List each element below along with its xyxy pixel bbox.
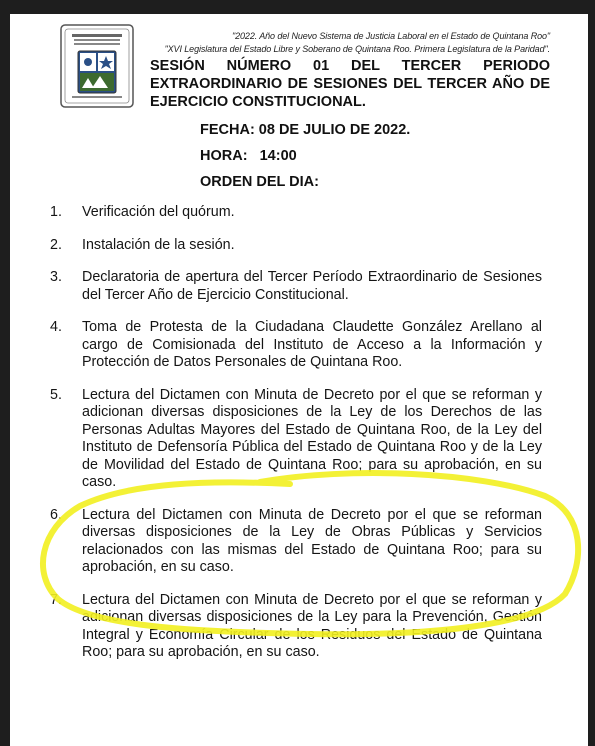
agenda-item-number: 3. [50,269,62,285]
agenda-item [50,204,542,222]
document-page [10,14,588,746]
motto-line-1: "2022. Año del Nuevo Sistema de Justicia Laboral en el Estado de Quintana Roo" [232,31,550,41]
agenda-item-text: Toma de Protesta de la Ciudadana Claudette González Arellano al cargo de Comisionada del Instituto de Acceso a la Información y Protección de Datos Personales de Quintana Roo. [82,319,542,370]
motto-line-2: "XVI Legislatura del Estado Libre y Soberano de Quintana Roo. Primera Legislatura de la Paridad". [164,44,550,54]
agenda-item-text: Lectura del Dictamen con Minuta de Decreto por el que se reforman y adicionan diversas disposiciones de la Ley para la Prevención, Gestión Integral y Economía Circular de los Residuos del Estado de Quintana Roo; para su aprobación, en su caso. [82,591,542,660]
agenda-item-text: Verificación del quórum. [82,204,235,220]
agenda-item-text: Lectura del Dictamen con Minuta de Decreto por el que se reforman y adicionan diversas disposiciones de la Ley de los Derechos de las Personas Adultas Mayores del Estado de Quintana Roo, de la Ley del Instituto de Defensoría Pública del Estado de Quintana Roo y de la Ley de Movilidad del Estado de Quintana Roo; para su aprobación, en su caso. [82,386,542,490]
agenda-item-number: 1. [50,204,62,220]
session-time: HORA: 14:00 [200,148,297,164]
agenda-heading: ORDEN DEL DIA: [200,174,319,190]
legislature-seal-icon [60,24,134,108]
session-date: FECHA: 08 DE JULIO DE 2022. [200,122,411,138]
agenda-item-number: 7. [50,591,62,608]
agenda-item [50,237,542,255]
agenda-item-text: Declaratoria de apertura del Tercer Período Extraordinario de Sesiones del Tercer Año de Ejercicio Constitucional. [82,269,542,303]
session-title: SESIÓN NÚMERO 01 DEL TERCER PERIODO EXTRAORDINARIO DE SESIONES DEL TERCER AÑO DE EJERCICIO CONSTITUCIONAL. [150,58,550,110]
agenda-item [50,269,542,304]
agenda-item-text: Instalación de la sesión. [82,236,235,253]
agenda-item [50,507,542,577]
agenda-item [50,319,542,372]
agenda-item-text: Lectura del Dictamen con Minuta de Decreto por el que se reforman diversas disposiciones de la Ley de Obras Públicas y Servicios relacionados con las mismas del Estado de Quintana Roo; para su aprobación, en su caso. [82,506,542,575]
agenda-item-number: 5. [50,386,62,403]
agenda-item-number: 4. [50,319,62,335]
agenda-item-number: 2. [50,236,62,253]
agenda-item-number: 6. [50,506,62,523]
agenda-list [50,204,542,677]
agenda-item [50,387,542,492]
agenda-item [50,592,542,662]
